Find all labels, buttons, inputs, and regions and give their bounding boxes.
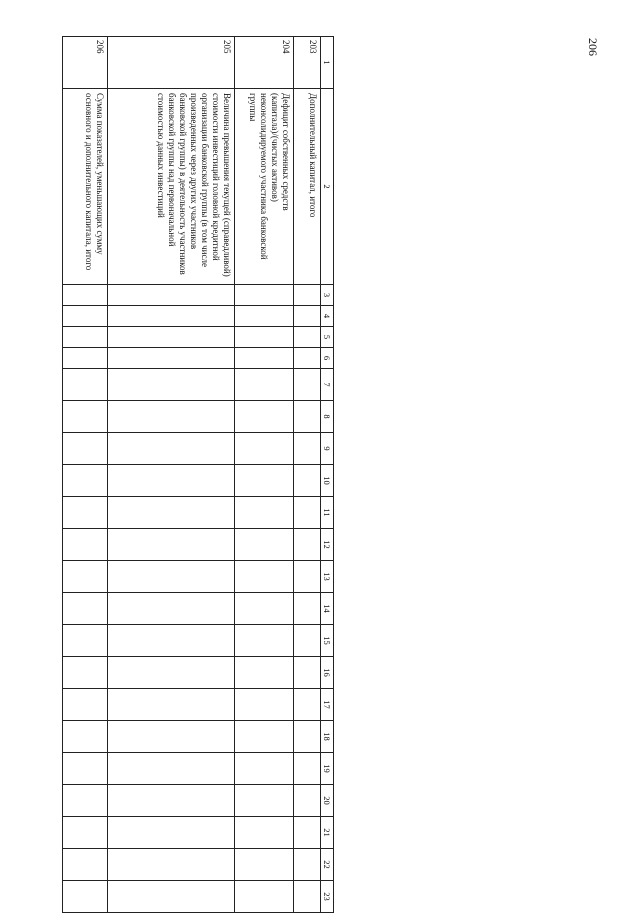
column-header: 16 (321, 657, 334, 689)
value-cell (63, 348, 108, 369)
value-cell (108, 625, 235, 657)
value-cell (63, 433, 108, 465)
value-cell (294, 497, 321, 529)
value-cell (108, 285, 235, 306)
value-cell (294, 306, 321, 327)
value-cell (63, 327, 108, 348)
value-cell (294, 348, 321, 369)
value-cell (294, 561, 321, 593)
value-cell (294, 753, 321, 785)
column-header: 1 (321, 37, 334, 89)
table-row (294, 37, 321, 913)
value-cell (63, 785, 108, 817)
column-header: 3 (321, 285, 334, 306)
value-cell (108, 881, 235, 913)
column-header: 9 (321, 433, 334, 465)
value-cell (294, 721, 321, 753)
column-header: 18 (321, 721, 334, 753)
value-cell (63, 849, 108, 881)
value-cell (108, 721, 235, 753)
column-header: 10 (321, 465, 334, 497)
value-cell (108, 401, 235, 433)
value-cell (63, 306, 108, 327)
table-rotation-frame (78, 36, 334, 901)
value-cell (235, 817, 294, 849)
column-header: 21 (321, 817, 334, 849)
value-cell (294, 593, 321, 625)
column-header: 22 (321, 849, 334, 881)
value-cell (108, 849, 235, 881)
value-cell (235, 348, 294, 369)
row-code: 205 (108, 37, 235, 89)
rotated-table-container (78, 36, 334, 901)
value-cell (294, 285, 321, 306)
value-cell (108, 369, 235, 401)
value-cell (235, 561, 294, 593)
value-cell (63, 369, 108, 401)
header-row (321, 37, 334, 913)
column-header: 8 (321, 401, 334, 433)
value-cell (63, 753, 108, 785)
value-cell (235, 849, 294, 881)
table-row (108, 37, 235, 913)
value-cell (235, 433, 294, 465)
row-code: 204 (235, 37, 294, 89)
row-name: Дополнительный капитал, итого (294, 89, 321, 285)
page-number: 206 (586, 38, 600, 56)
value-cell (294, 529, 321, 561)
value-cell (108, 753, 235, 785)
value-cell (63, 593, 108, 625)
value-cell (235, 369, 294, 401)
value-cell (63, 881, 108, 913)
value-cell (63, 561, 108, 593)
value-cell (108, 348, 235, 369)
value-cell (108, 689, 235, 721)
column-header: 4 (321, 306, 334, 327)
value-cell (63, 625, 108, 657)
column-header: 14 (321, 593, 334, 625)
value-cell (108, 561, 235, 593)
value-cell (235, 327, 294, 348)
value-cell (108, 465, 235, 497)
value-cell (108, 817, 235, 849)
value-cell (63, 285, 108, 306)
value-cell (294, 433, 321, 465)
value-cell (294, 465, 321, 497)
value-cell (108, 529, 235, 561)
value-cell (294, 849, 321, 881)
value-cell (235, 401, 294, 433)
value-cell (235, 285, 294, 306)
value-cell (63, 689, 108, 721)
value-cell (294, 369, 321, 401)
row-name: Дефицит собственных средств (капитала)/(чистых активов) неконсолидируемого участника банковской группы (235, 89, 294, 285)
value-cell (294, 881, 321, 913)
value-cell (235, 689, 294, 721)
value-cell (294, 327, 321, 348)
column-header: 7 (321, 369, 334, 401)
row-name: Сумма показателей, уменьшающих сумму основного и дополнительного капитала, итого (63, 89, 108, 285)
row-code: 203 (294, 37, 321, 89)
value-cell (294, 689, 321, 721)
column-header: 13 (321, 561, 334, 593)
column-header: 11 (321, 497, 334, 529)
value-cell (63, 529, 108, 561)
value-cell (235, 721, 294, 753)
column-header: 6 (321, 348, 334, 369)
column-header: 19 (321, 753, 334, 785)
value-cell (63, 401, 108, 433)
value-cell (235, 306, 294, 327)
row-code: 206 (63, 37, 108, 89)
value-cell (108, 497, 235, 529)
value-cell (108, 433, 235, 465)
value-cell (63, 465, 108, 497)
value-cell (235, 625, 294, 657)
value-cell (108, 327, 235, 348)
column-header: 20 (321, 785, 334, 817)
row-name: Величина превышения текущей (справедливой) стоимости инвестиций головной кредитной организации банковской группы (в том числе произведенных через других участников банковской группы) в деятельность участников банковской группы над первоначальной стоимостью данных инвестиций (108, 89, 235, 285)
column-header: 2 (321, 89, 334, 285)
column-header: 12 (321, 529, 334, 561)
value-cell (294, 785, 321, 817)
column-header: 15 (321, 625, 334, 657)
value-cell (108, 593, 235, 625)
value-cell (235, 497, 294, 529)
value-cell (235, 753, 294, 785)
column-header: 23 (321, 881, 334, 913)
value-cell (235, 657, 294, 689)
value-cell (294, 401, 321, 433)
value-cell (108, 306, 235, 327)
value-cell (235, 785, 294, 817)
value-cell (63, 657, 108, 689)
value-cell (108, 785, 235, 817)
value-cell (235, 529, 294, 561)
value-cell (108, 657, 235, 689)
column-header: 5 (321, 327, 334, 348)
value-cell (235, 593, 294, 625)
table-row (63, 37, 108, 913)
value-cell (235, 465, 294, 497)
value-cell (63, 721, 108, 753)
value-cell (63, 497, 108, 529)
value-cell (294, 625, 321, 657)
value-cell (294, 817, 321, 849)
value-cell (63, 817, 108, 849)
value-cell (294, 657, 321, 689)
capital-table (62, 36, 334, 913)
value-cell (235, 881, 294, 913)
table-row (235, 37, 294, 913)
column-header: 17 (321, 689, 334, 721)
